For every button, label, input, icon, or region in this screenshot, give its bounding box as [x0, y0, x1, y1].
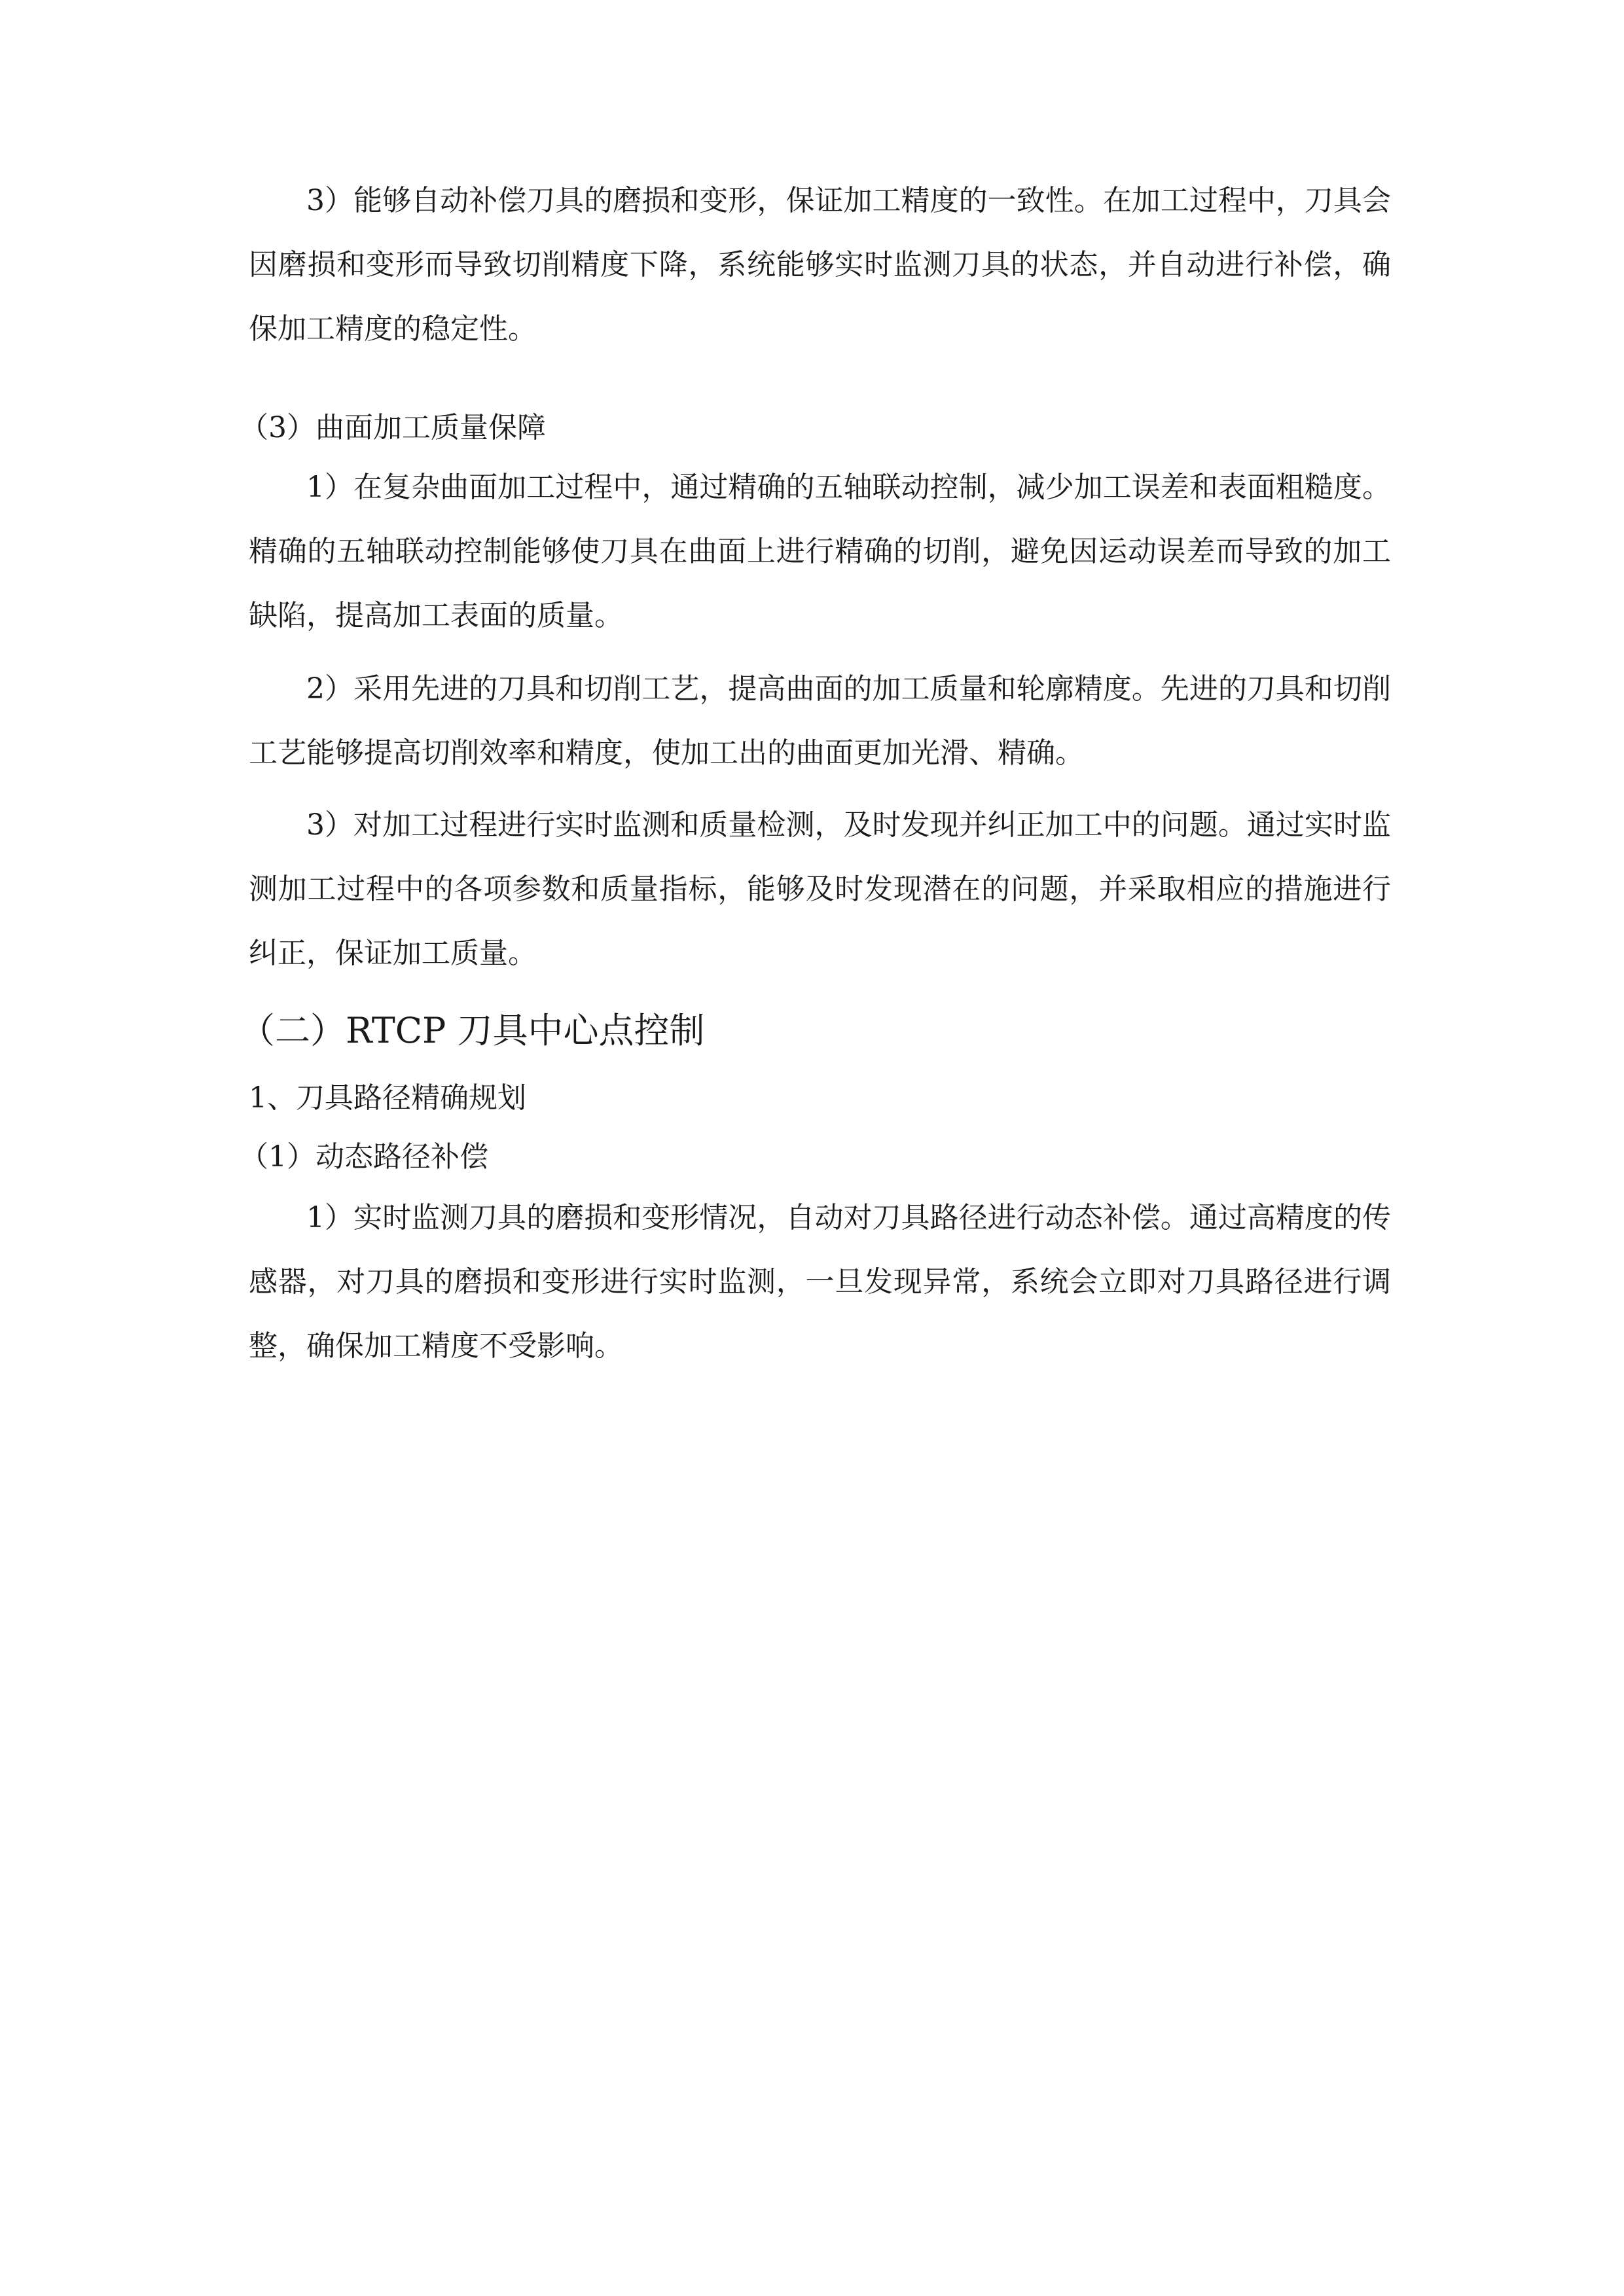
- heading-tool-path-planning: 1、刀具路径精确规划: [249, 1081, 526, 1115]
- subheading-dynamic-path-compensation: （1）动态路径补偿: [240, 1140, 488, 1174]
- paragraph-five-axis-control: 1）在复杂曲面加工过程中，通过精确的五轴联动控制，减少加工误差和表面粗糙度。精确的五轴联动控制能够使刀具在曲面上进行精确的切削，避免因运动误差而导致的加工缺陷，提高加工表面的质量。: [249, 471, 1391, 632]
- paragraph-tool-wear-compensation: 3）能够自动补偿刀具的磨损和变形，保证加工精度的一致性。在加工过程中，刀具会因磨损和变形而导致切削精度下降，系统能够实时监测刀具的状态，并自动进行补偿，确保加工精度的稳定性。: [249, 184, 1391, 346]
- heading-rtcp-control: （二）RTCP 刀具中心点控制: [240, 1010, 705, 1051]
- paragraph-advanced-tools: 2）采用先进的刀具和切削工艺，提高曲面的加工质量和轮廓精度。先进的刀具和切削工艺能够提高切削效率和精度，使加工出的曲面更加光滑、精确。: [249, 672, 1391, 770]
- paragraph-real-time-tool-monitoring: 1）实时监测刀具的磨损和变形情况，自动对刀具路径进行动态补偿。通过高精度的传感器，对刀具的磨损和变形进行实时监测，一旦发现异常，系统会立即对刀具路径进行调整，确保加工精度不受影响。: [249, 1201, 1391, 1363]
- paragraph-real-time-monitoring: 3）对加工过程进行实时监测和质量检测，及时发现并纠正加工中的问题。通过实时监测加工过程中的各项参数和质量指标，能够及时发现潜在的问题，并采取相应的措施进行纠正，保证加工质量。: [249, 808, 1391, 970]
- subheading-surface-quality: （3）曲面加工质量保障: [240, 411, 546, 444]
